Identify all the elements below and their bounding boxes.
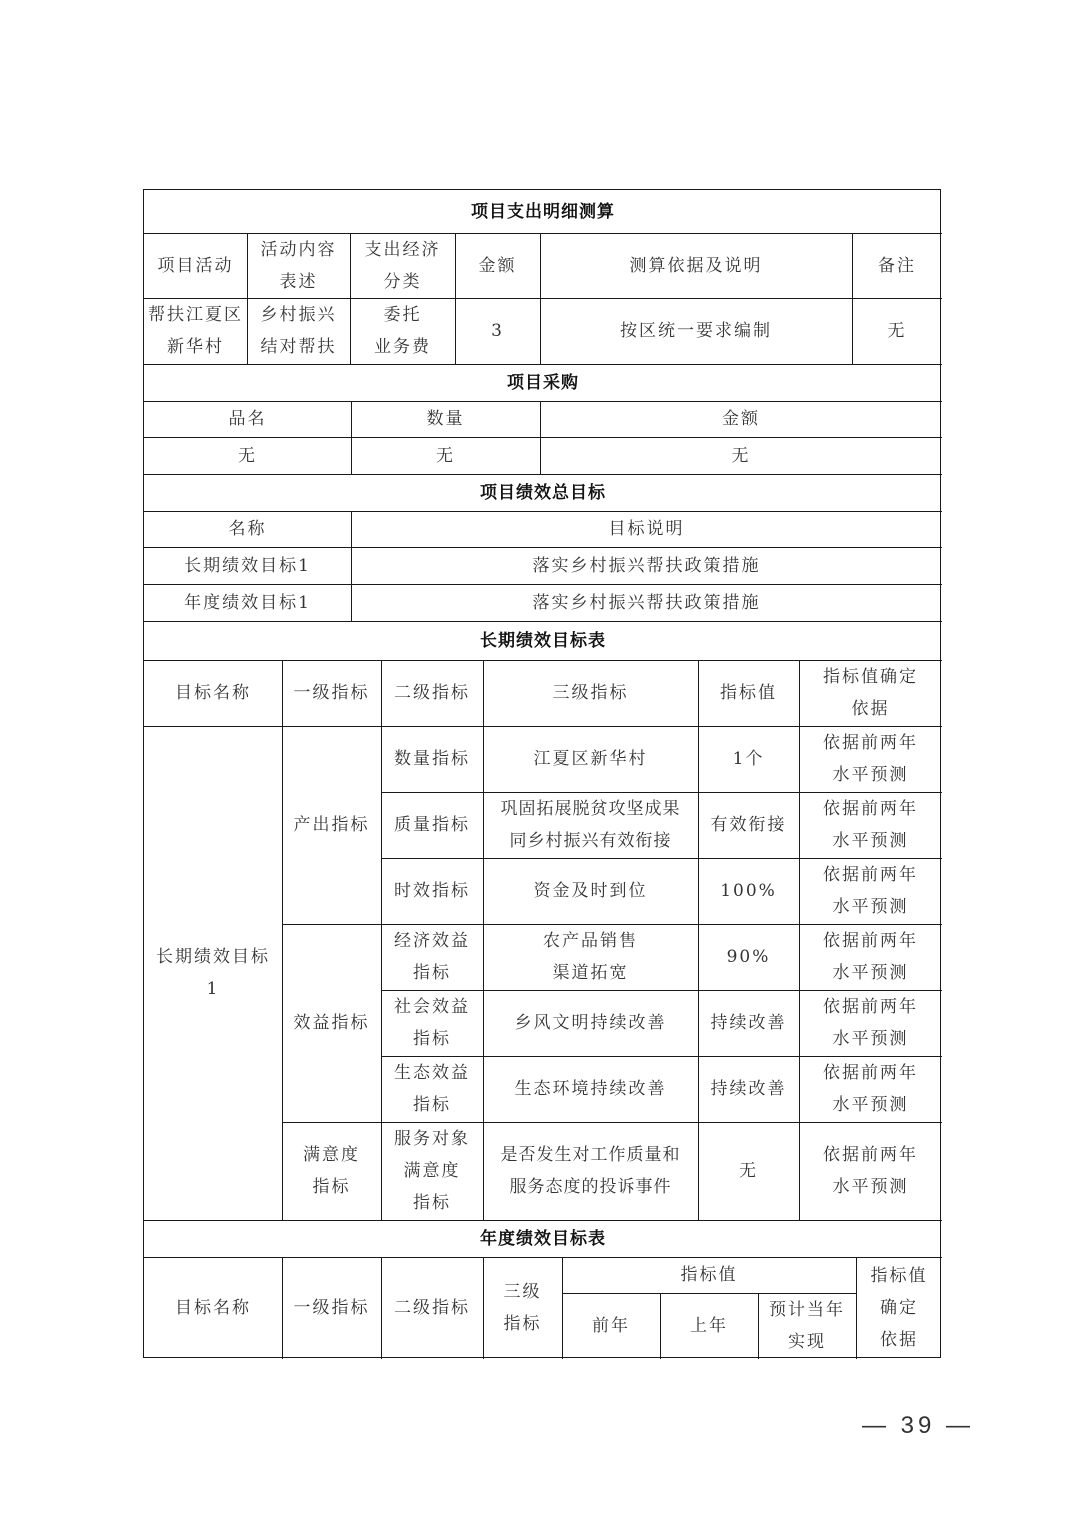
long-term-row-level3: 江夏区新华村	[533, 749, 648, 769]
annual-header-value: 指标值	[680, 1265, 738, 1285]
long-term-row-value: 有效衔接	[710, 815, 787, 835]
expense-header-activity: 项目活动	[157, 255, 234, 276]
procurement-cell-amount: 无	[731, 445, 751, 466]
long-term-goal-name: 长期绩效目标 1	[156, 947, 270, 999]
long-term-row-basis: 依据前两年 水平预测	[823, 865, 918, 917]
long-term-row-value: 持续改善	[710, 1013, 787, 1033]
long-term-row-basis: 依据前两年 水平预测	[823, 997, 918, 1049]
annual-subheader-last-year: 上年	[690, 1316, 728, 1336]
expense-cell-content: 乡村振兴 结对帮扶	[260, 305, 337, 357]
overall-goals-row-name: 年度绩效目标1	[184, 592, 311, 613]
expense-cell-remarks: 无	[887, 321, 907, 341]
annual-header-level2: 二级指标	[394, 1298, 470, 1318]
performance-table	[143, 189, 941, 1358]
annual-subheader-year-before-last: 前年	[592, 1316, 630, 1336]
procurement-cell-quantity: 无	[436, 445, 455, 466]
procurement-header-quantity: 数量	[426, 409, 465, 429]
expense-header-amount: 金额	[478, 255, 517, 276]
long-term-row-level3: 生态环境持续改善	[514, 1079, 667, 1099]
overall-goals-section-title: 项目绩效总目标	[480, 482, 606, 503]
expense-cell-activity: 帮扶江夏区 新华村	[148, 305, 243, 357]
annual-header-level3: 三级 指标	[503, 1282, 542, 1334]
procurement-header-item: 品名	[228, 409, 267, 429]
long-term-row-value: 90%	[726, 947, 771, 967]
expense-cell-economic-class: 委托 业务费	[374, 305, 431, 357]
annual-subheader-expected-current: 预计当年 实现	[769, 1300, 845, 1352]
expense-cell-basis: 按区统一要求编制	[620, 321, 772, 341]
long-term-row-level2: 数量指标	[394, 749, 470, 769]
annual-header-basis: 指标值 确定 依据	[870, 1266, 928, 1350]
long-term-header-goal-name: 目标名称	[175, 683, 251, 703]
overall-goals-row-name: 长期绩效目标1	[184, 555, 311, 576]
annual-header-level1: 一级指标	[293, 1298, 370, 1318]
expense-header-economic-class: 支出经济 分类	[364, 239, 441, 292]
long-term-row-level2: 服务对象 满意度 指标	[394, 1129, 470, 1213]
expense-header-basis: 测算依据及说明	[629, 255, 763, 276]
long-term-row-level3: 巩固拓展脱贫攻坚成果 同乡村振兴有效衔接	[500, 799, 681, 851]
overall-goals-header-description: 目标说明	[608, 519, 685, 539]
long-term-row-level2: 时效指标	[394, 881, 470, 901]
long-term-row-basis: 依据前两年 水平预测	[823, 1145, 918, 1197]
long-term-row-level3: 是否发生对工作质量和 服务态度的投诉事件	[500, 1145, 681, 1197]
long-term-level1-satisfaction: 满意度 指标	[303, 1145, 360, 1197]
long-term-row-basis: 依据前两年 水平预测	[823, 931, 918, 983]
long-term-row-value: 1个	[732, 749, 765, 769]
expense-header-content: 活动内容 表述	[260, 239, 337, 292]
procurement-cell-item: 无	[238, 445, 257, 466]
long-term-header-level3: 三级指标	[552, 683, 629, 703]
long-term-row-level3: 资金及时到位	[533, 881, 648, 901]
procurement-header-amount: 金额	[722, 409, 760, 429]
long-term-row-level3: 农产品销售 渠道拓宽	[543, 931, 638, 983]
long-term-row-level2: 生态效益 指标	[394, 1063, 470, 1115]
procurement-section-title: 项目采购	[507, 372, 579, 393]
long-term-row-level2: 经济效益 指标	[394, 931, 470, 983]
expense-section-title: 项目支出明细测算	[471, 201, 615, 222]
page-number: — 39 —	[862, 1412, 975, 1439]
long-term-level1-benefit: 效益指标	[293, 1013, 370, 1033]
long-term-row-basis: 依据前两年 水平预测	[823, 733, 918, 785]
expense-cell-amount: 3	[491, 321, 504, 341]
long-term-header-level2: 二级指标	[394, 683, 470, 703]
long-term-row-value: 无	[739, 1161, 758, 1181]
annual-header-goal-name: 目标名称	[175, 1298, 251, 1318]
annual-section-title: 年度绩效目标表	[480, 1228, 606, 1249]
long-term-row-level2: 质量指标	[394, 815, 470, 835]
overall-goals-header-name: 名称	[228, 519, 267, 539]
overall-goals-row-description: 落实乡村振兴帮扶政策措施	[532, 555, 761, 576]
long-term-row-basis: 依据前两年 水平预测	[823, 799, 918, 851]
long-term-row-basis: 依据前两年 水平预测	[823, 1063, 918, 1115]
long-term-row-level3: 乡风文明持续改善	[514, 1013, 667, 1033]
long-term-header-basis: 指标值确定 依据	[823, 667, 918, 719]
long-term-section-title: 长期绩效目标表	[480, 630, 606, 651]
long-term-row-level2: 社会效益 指标	[394, 997, 470, 1049]
long-term-level1-output: 产出指标	[293, 815, 370, 835]
long-term-header-level1: 一级指标	[293, 683, 370, 703]
long-term-header-value: 指标值	[720, 683, 777, 703]
overall-goals-row-description: 落实乡村振兴帮扶政策措施	[532, 592, 761, 613]
long-term-row-value: 持续改善	[710, 1079, 787, 1099]
expense-header-remarks: 备注	[878, 255, 916, 276]
long-term-row-value: 100%	[720, 881, 777, 901]
